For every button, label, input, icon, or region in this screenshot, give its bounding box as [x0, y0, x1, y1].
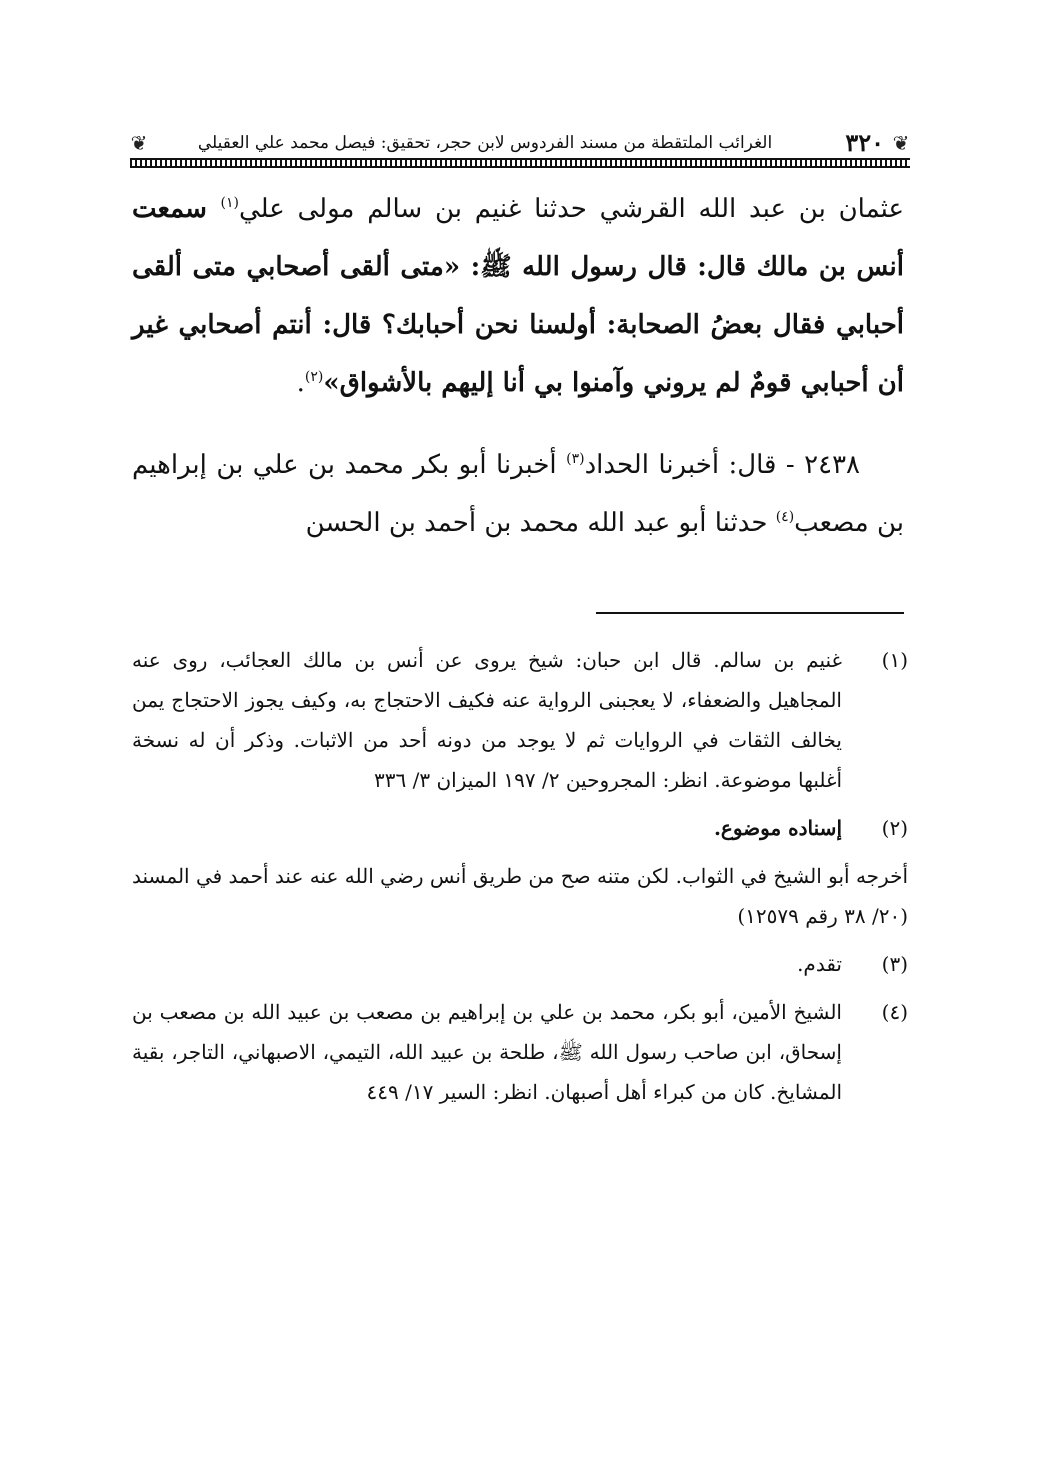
header-ornament-left-icon: ❦ [130, 131, 148, 155]
isnad-text: عثمان بن عبد الله القرشي حدثنا غنيم بن سالم مولى علي [238, 194, 904, 224]
footnote-3 [132, 944, 908, 984]
header-ornament-right-icon: ❦ [892, 131, 910, 155]
hadith-2438-end: حدثنا أبو عبد الله محمد بن أحمد بن الحسن [305, 508, 776, 538]
footnote-ref-3[interactable]: (٣) [566, 451, 585, 467]
footnote-text: غنيم بن سالم. قال ابن حبان: شيخ يروى عن أنس بن مالك العجائب، روى عنه المجاهيل والضعفاء، لا يعجبنى الرواية عنه فكيف الاحتجاج به، وكيف يجوز الاحتجاج يمن يخالف الثقات في الروايات ثم لا يوجد من دونه أحد من الاثبات. وذكر أن له نسخة أغلبها موضوعة. انظر: المجروحين ٢/ ١٩٧ الميزان ٣/ ٣٣٦ [132, 648, 842, 792]
footnote-number: (٢) [881, 816, 908, 840]
footnote-ref-1[interactable]: (١) [220, 195, 239, 211]
matn-text: سمعت أنس بن مالك قال: قال رسول الله ﷺ: «متى ألقى أصحابي متى ألقى أحبابي فقال بعضُ الصحابة: أولسنا نحن أحبابك؟ قال: أنتم أصحابي غير أن أحبابي قومٌ لم يروني وآمنوا بي أنا إليهم بالأشواق» [132, 194, 904, 398]
footnote-1 [132, 640, 908, 800]
footnote-2 [132, 808, 908, 848]
header-rule [130, 158, 910, 168]
main-text [132, 180, 904, 552]
footnote-text: إسناده موضوع. [713, 816, 842, 840]
page-header [130, 128, 910, 162]
footnote-ref-2[interactable]: (٢) [304, 369, 324, 385]
footnote-number: (٤) [881, 1000, 908, 1024]
footnote-2-continuation: أخرجه أبو الشيخ في الثواب. لكن متنه صح من طريق أنس رضي الله عنه عند أحمد في المسند (٢٠/ ٣٨ رقم ١٢٥٧٩) [132, 864, 909, 928]
footnote-text: الشيخ الأمين، أبو بكر، محمد بن علي بن إبراهيم بن مصعب بن عبيد الله بن مصعب بن إسحاق، ابن صاحب رسول الله ﷺ، طلحة بن عبيد الله، التيمي، الاصبهاني، التاجر، بقية المشايخ. كان من كبراء أهل أصبهان. انظر: السير ١٧/ ٤٤٩ [132, 1000, 842, 1104]
paragraph-2438 [132, 436, 904, 552]
period: . [296, 368, 305, 398]
page-number: ٣٢٠ [845, 128, 884, 157]
footnote-number: (٣) [881, 952, 908, 976]
footnote-text: تقدم. [797, 952, 842, 976]
footnote-ref-4[interactable]: (٤) [775, 509, 795, 525]
paragraph-hadith [132, 180, 904, 412]
hadith-2438-start: ٢٤٣٨ - قال: أخبرنا الحداد [584, 450, 860, 480]
footnote-separator [596, 612, 904, 614]
footnote-number: (١) [881, 648, 908, 672]
hadith-2438-middle: أخبرنا أبو بكر محمد بن علي بن إبراهيم بن مصعب [132, 450, 904, 538]
running-title: الغرائب الملتقطة من مسند الفردوس لابن حجر، تحقيق: فيصل محمد علي العقيلي [197, 133, 773, 153]
footnote-4 [132, 992, 908, 1112]
footnotes [132, 640, 908, 1120]
